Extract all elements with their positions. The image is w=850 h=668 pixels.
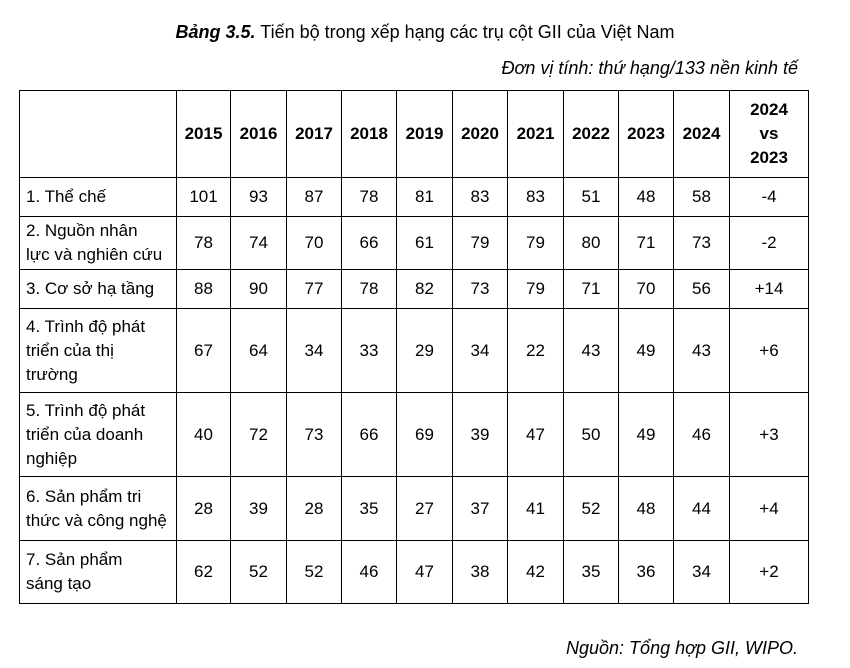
- rank-cell: 78: [177, 217, 231, 270]
- header-line: 2023: [750, 148, 788, 167]
- rank-cell: 66: [342, 217, 397, 270]
- rank-change-cell: +6: [730, 309, 809, 393]
- rank-cell: 33: [342, 309, 397, 393]
- rank-cell: 48: [619, 477, 674, 541]
- table-title: [0, 22, 850, 43]
- header-year: 2023: [619, 91, 674, 178]
- header-blank: [20, 91, 177, 178]
- row-label-line: thức và công nghệ: [26, 510, 167, 530]
- rank-cell: 87: [287, 178, 342, 217]
- rank-cell: 77: [287, 270, 342, 309]
- rank-cell: 66: [342, 393, 397, 477]
- rank-cell: 78: [342, 178, 397, 217]
- rank-change-cell: -4: [730, 178, 809, 217]
- header-year: 2018: [342, 91, 397, 178]
- header-line: 2024: [750, 100, 788, 119]
- rank-cell: 28: [287, 477, 342, 541]
- gii-pillar-table: [19, 90, 809, 604]
- table-row: [20, 477, 809, 541]
- rank-change-cell: +4: [730, 477, 809, 541]
- rank-cell: 73: [453, 270, 508, 309]
- rank-cell: 52: [564, 477, 619, 541]
- rank-cell: 56: [674, 270, 730, 309]
- rank-cell: 34: [453, 309, 508, 393]
- rank-cell: 80: [564, 217, 619, 270]
- rank-cell: 42: [508, 541, 564, 604]
- row-label: [20, 270, 177, 309]
- rank-cell: 43: [674, 309, 730, 393]
- row-label-line: 2. Nguồn nhân: [26, 221, 138, 240]
- row-label: [20, 477, 177, 541]
- rank-cell: 61: [397, 217, 453, 270]
- rank-cell: 67: [177, 309, 231, 393]
- rank-cell: 70: [619, 270, 674, 309]
- rank-cell: 27: [397, 477, 453, 541]
- rank-cell: 71: [619, 217, 674, 270]
- rank-cell: 90: [231, 270, 287, 309]
- row-label: [20, 309, 177, 393]
- table-row: [20, 309, 809, 393]
- rank-cell: 47: [508, 393, 564, 477]
- header-year: 2019: [397, 91, 453, 178]
- rank-cell: 72: [231, 393, 287, 477]
- rank-change-cell: +3: [730, 393, 809, 477]
- header-year: 2020: [453, 91, 508, 178]
- rank-cell: 69: [397, 393, 453, 477]
- row-label-line: 6. Sản phẩm tri: [26, 486, 142, 506]
- row-label-line: 5. Trình độ phát: [26, 400, 146, 420]
- rank-cell: 49: [619, 393, 674, 477]
- header-comparison: [730, 91, 809, 178]
- table-number: Bảng 3.5.: [175, 22, 256, 42]
- row-label-line: 1. Thể chế: [26, 187, 107, 206]
- rank-cell: 71: [564, 270, 619, 309]
- rank-cell: 44: [674, 477, 730, 541]
- rank-cell: 37: [453, 477, 508, 541]
- row-label-line: 7. Sản phẩm: [26, 550, 123, 569]
- rank-cell: 47: [397, 541, 453, 604]
- rank-cell: 64: [231, 309, 287, 393]
- rank-cell: 79: [453, 217, 508, 270]
- rank-cell: 78: [342, 270, 397, 309]
- rank-cell: 43: [564, 309, 619, 393]
- rank-cell: 93: [231, 178, 287, 217]
- row-label-line: triển của thị: [26, 340, 114, 360]
- row-label-line: triển của doanh: [26, 424, 144, 444]
- row-label-line: 4. Trình độ phát: [26, 316, 146, 336]
- row-label: [20, 541, 177, 604]
- rank-cell: 52: [231, 541, 287, 604]
- row-label: [20, 393, 177, 477]
- rank-cell: 22: [508, 309, 564, 393]
- rank-cell: 34: [674, 541, 730, 604]
- unit-note: Đơn vị tính: thứ hạng/133 nền kinh tế: [501, 58, 798, 78]
- rank-cell: 74: [231, 217, 287, 270]
- rank-change-cell: +14: [730, 270, 809, 309]
- row-label-line: trường: [26, 364, 78, 384]
- table-title-text: Tiến bộ trong xếp hạng các trụ cột GII của Việt Nam: [255, 22, 675, 42]
- table-row: [20, 178, 809, 217]
- rank-cell: 79: [508, 217, 564, 270]
- rank-cell: 39: [231, 477, 287, 541]
- row-label-line: nghiệp: [26, 448, 78, 468]
- row-label-line: sáng tạo: [26, 574, 92, 593]
- rank-cell: 49: [619, 309, 674, 393]
- rank-cell: 62: [177, 541, 231, 604]
- rank-cell: 35: [342, 477, 397, 541]
- table-row: [20, 270, 809, 309]
- rank-cell: 39: [453, 393, 508, 477]
- rank-cell: 73: [674, 217, 730, 270]
- header-row: [20, 91, 809, 178]
- table-row: [20, 393, 809, 477]
- row-label: [20, 178, 177, 217]
- row-label: [20, 217, 177, 270]
- source-note: Nguồn: Tổng hợp GII, WIPO.: [566, 638, 798, 658]
- header-year: 2017: [287, 91, 342, 178]
- rank-cell: 28: [177, 477, 231, 541]
- rank-cell: 29: [397, 309, 453, 393]
- table-row: [20, 217, 809, 270]
- rank-cell: 46: [342, 541, 397, 604]
- header-year: 2024: [674, 91, 730, 178]
- rank-cell: 41: [508, 477, 564, 541]
- row-label-line: 3. Cơ sở hạ tầng: [26, 279, 155, 298]
- header-year: 2021: [508, 91, 564, 178]
- rank-change-cell: +2: [730, 541, 809, 604]
- row-label-line: lực và nghiên cứu: [26, 245, 163, 264]
- rank-cell: 83: [508, 178, 564, 217]
- rank-cell: 82: [397, 270, 453, 309]
- rank-change-cell: -2: [730, 217, 809, 270]
- rank-cell: 35: [564, 541, 619, 604]
- rank-cell: 58: [674, 178, 730, 217]
- header-year: 2016: [231, 91, 287, 178]
- rank-cell: 83: [453, 178, 508, 217]
- rank-cell: 70: [287, 217, 342, 270]
- rank-cell: 38: [453, 541, 508, 604]
- rank-cell: 101: [177, 178, 231, 217]
- header-year: 2015: [177, 91, 231, 178]
- rank-cell: 51: [564, 178, 619, 217]
- header-year: 2022: [564, 91, 619, 178]
- rank-cell: 46: [674, 393, 730, 477]
- header-line: vs: [759, 124, 779, 143]
- rank-cell: 52: [287, 541, 342, 604]
- rank-cell: 36: [619, 541, 674, 604]
- rank-cell: 34: [287, 309, 342, 393]
- rank-cell: 48: [619, 178, 674, 217]
- rank-cell: 40: [177, 393, 231, 477]
- rank-cell: 88: [177, 270, 231, 309]
- rank-cell: 50: [564, 393, 619, 477]
- rank-cell: 81: [397, 178, 453, 217]
- table-row: [20, 541, 809, 604]
- rank-cell: 73: [287, 393, 342, 477]
- rank-cell: 79: [508, 270, 564, 309]
